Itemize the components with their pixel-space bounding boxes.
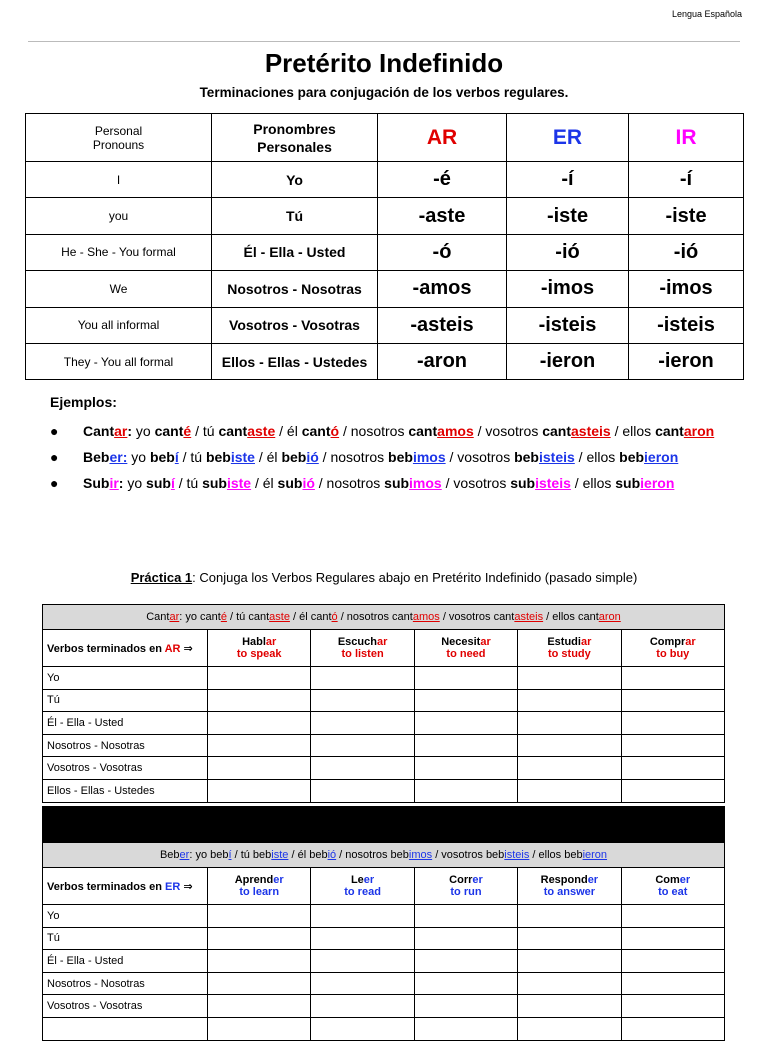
bullet-icon: ● [50,449,59,465]
answer-cell[interactable] [311,1017,414,1040]
english-pronoun: you [26,198,212,234]
endings-row [26,343,744,379]
spanish-pronoun: Vosotros - Vosotras [212,307,378,343]
header-divider [28,41,740,42]
ir-ending: -iste [629,198,744,234]
ar-answer-row [43,712,725,735]
answer-cell[interactable] [621,712,724,735]
answer-cell[interactable] [208,995,311,1018]
answer-cell[interactable] [208,1017,311,1040]
answer-cell[interactable] [414,734,517,757]
ir-ending: -isteis [629,307,744,343]
er-ending: -ió [507,234,629,270]
er-row-header: Verbos terminados en ER ⇒ [43,868,208,905]
er-caption: Beber: yo bebí / tú bebiste / él bebió / nosotros bebimos / vosotros bebisteis / ellos bebieron [43,843,725,868]
table-separator [42,806,725,842]
row-pronoun: Yo [43,905,208,928]
header-er: ER [507,114,629,162]
row-pronoun: Tú [43,689,208,712]
answer-cell[interactable] [518,972,621,995]
spanish-pronoun: Ellos - Ellas - Ustedes [212,343,378,379]
practica-label: Práctica 1 [130,570,193,585]
page-subtitle: Terminaciones para conjugación de los verbos regulares. [199,85,569,100]
answer-cell[interactable] [208,712,311,735]
english-pronoun: I [26,162,212,198]
answer-cell[interactable] [414,995,517,1018]
answer-cell[interactable] [208,779,311,802]
endings-row [26,271,744,307]
row-pronoun: Tú [43,927,208,950]
er-ending: -imos [507,271,629,307]
er-answer-row [43,950,725,973]
ar-answer-row [43,779,725,802]
answer-cell[interactable] [311,712,414,735]
answer-cell[interactable] [518,950,621,973]
er-answer-row [43,995,725,1018]
answer-cell[interactable] [518,667,621,690]
answer-cell[interactable] [518,712,621,735]
ar-ending: -aron [378,343,507,379]
endings-row [26,307,744,343]
ar-ending: -aste [378,198,507,234]
verb-hablar: Hablar to speak [208,630,311,667]
ar-answer-row [43,734,725,757]
answer-cell[interactable] [311,689,414,712]
row-pronoun: Nosotros - Nosotras [43,734,208,757]
english-pronoun: We [26,271,212,307]
ar-row-header: Verbos terminados en AR ⇒ [43,630,208,667]
answer-cell[interactable] [621,905,724,928]
answer-cell[interactable] [621,757,724,780]
example-cantar: ● Cantar: yo canté / tú cantaste / él cantó / nosotros cantamos / vosotros cantasteis / ellos cantaron [50,423,715,439]
practica-text: : Conjuga los Verbos Regulares abajo en Pretérito Indefinido (pasado simple) [192,570,638,585]
row-pronoun [43,1017,208,1040]
answer-cell[interactable] [311,995,414,1018]
answer-cell[interactable] [621,950,724,973]
ar-ending: -amos [378,271,507,307]
answer-cell[interactable] [518,757,621,780]
ar-verbs-row [43,630,725,667]
answer-cell[interactable] [621,995,724,1018]
verb-estudiar: Estudiar to study [518,630,621,667]
endings-row [26,234,744,270]
row-pronoun: Vosotros - Vosotras [43,757,208,780]
endings-header-row [26,114,744,162]
endings-table [25,113,744,380]
answer-cell[interactable] [414,972,517,995]
header-ir: IR [629,114,744,162]
bullet-icon: ● [50,423,59,439]
verb-escuchar: Escuchar to listen [311,630,414,667]
answer-cell[interactable] [311,927,414,950]
answer-cell[interactable] [311,667,414,690]
answer-cell[interactable] [414,1017,517,1040]
answer-cell[interactable] [518,927,621,950]
answer-cell[interactable] [621,1017,724,1040]
english-pronoun: You all informal [26,307,212,343]
answer-cell[interactable] [621,689,724,712]
answer-cell[interactable] [414,950,517,973]
verb-correr: Correr to run [414,868,517,905]
er-ending: -ieron [507,343,629,379]
example-subir: ● Subir: yo subí / tú subiste / él subió / nosotros subimos / vosotros subisteis / ellos subieron [50,475,675,491]
ir-ending: -í [629,162,744,198]
spanish-pronoun: Tú [212,198,378,234]
answer-cell[interactable] [621,667,724,690]
ar-answer-row [43,689,725,712]
answer-cell[interactable] [311,779,414,802]
er-ending: -iste [507,198,629,234]
er-answer-row [43,905,725,928]
row-pronoun: Él - Ella - Usted [43,712,208,735]
ar-ending: -é [378,162,507,198]
ar-ending: -ó [378,234,507,270]
answer-cell[interactable] [518,995,621,1018]
answer-cell[interactable] [414,712,517,735]
ar-practice-table [42,604,725,803]
ir-ending: -ió [629,234,744,270]
answer-cell[interactable] [414,779,517,802]
er-ending: -isteis [507,307,629,343]
page-title: Pretérito Indefinido [264,48,504,78]
answer-cell[interactable] [311,905,414,928]
verb-leer: Leer to read [311,868,414,905]
er-answer-row [43,972,725,995]
answer-cell[interactable] [621,779,724,802]
answer-cell[interactable] [518,905,621,928]
english-pronoun: They - You all formal [26,343,212,379]
answer-cell[interactable] [414,905,517,928]
practica-heading [0,570,768,585]
ar-answer-row [43,667,725,690]
er-ending: -í [507,162,629,198]
answer-cell[interactable] [518,1017,621,1040]
er-verbs-row [43,868,725,905]
answer-cell[interactable] [518,734,621,757]
row-pronoun: Yo [43,667,208,690]
answer-cell[interactable] [414,667,517,690]
answer-cell[interactable] [311,950,414,973]
verb-comprar: Comprar to buy [621,630,724,667]
answer-cell[interactable] [518,689,621,712]
english-pronoun: He - She - You formal [26,234,212,270]
header-personal-pronouns: Personal Pronouns [26,114,212,162]
er-practice-table [42,842,725,1041]
spanish-pronoun: Nosotros - Nosotras [212,271,378,307]
endings-row [26,198,744,234]
spanish-pronoun: Él - Ella - Usted [212,234,378,270]
row-pronoun: Vosotros - Vosotras [43,995,208,1018]
ar-caption-row [43,605,725,630]
endings-row [26,162,744,198]
er-caption-row [43,843,725,868]
answer-cell[interactable] [518,779,621,802]
answer-cell[interactable] [621,972,724,995]
header-pronombres-personales: Pronombres Personales [212,114,378,162]
answer-cell[interactable] [208,927,311,950]
answer-cell[interactable] [621,927,724,950]
header-label: Lengua Española [671,9,742,19]
ar-answer-row [43,757,725,780]
answer-cell[interactable] [208,689,311,712]
answer-cell[interactable] [208,972,311,995]
verb-aprender: Aprender to learn [208,868,311,905]
example-beber: ● Beber: yo bebí / tú bebiste / él bebió / nosotros bebimos / vosotros bebisteis / ellos bebieron [50,449,679,465]
answer-cell[interactable] [208,950,311,973]
answer-cell[interactable] [311,972,414,995]
ejemplos-title: Ejemplos: [50,394,117,410]
row-pronoun: Él - Ella - Usted [43,950,208,973]
ir-ending: -imos [629,271,744,307]
answer-cell[interactable] [414,757,517,780]
answer-cell[interactable] [621,734,724,757]
verb-responder: Responder to answer [518,868,621,905]
spanish-pronoun: Yo [212,162,378,198]
verb-necesitar: Necesitar to need [414,630,517,667]
header-ar: AR [378,114,507,162]
row-pronoun: Ellos - Ellas - Ustedes [43,779,208,802]
answer-cell[interactable] [414,689,517,712]
ir-ending: -ieron [629,343,744,379]
verb-comer: Comer to eat [621,868,724,905]
answer-cell[interactable] [208,667,311,690]
er-answer-row [43,1017,725,1040]
bullet-icon: ● [50,475,59,491]
answer-cell[interactable] [311,757,414,780]
answer-cell[interactable] [208,734,311,757]
answer-cell[interactable] [208,905,311,928]
answer-cell[interactable] [414,927,517,950]
row-pronoun: Nosotros - Nosotras [43,972,208,995]
er-answer-row [43,927,725,950]
answer-cell[interactable] [311,734,414,757]
answer-cell[interactable] [208,757,311,780]
ar-caption: Cantar: yo canté / tú cantaste / él cantó / nosotros cantamos / vosotros cantasteis / ellos cantaron [43,605,725,630]
ar-ending: -asteis [378,307,507,343]
